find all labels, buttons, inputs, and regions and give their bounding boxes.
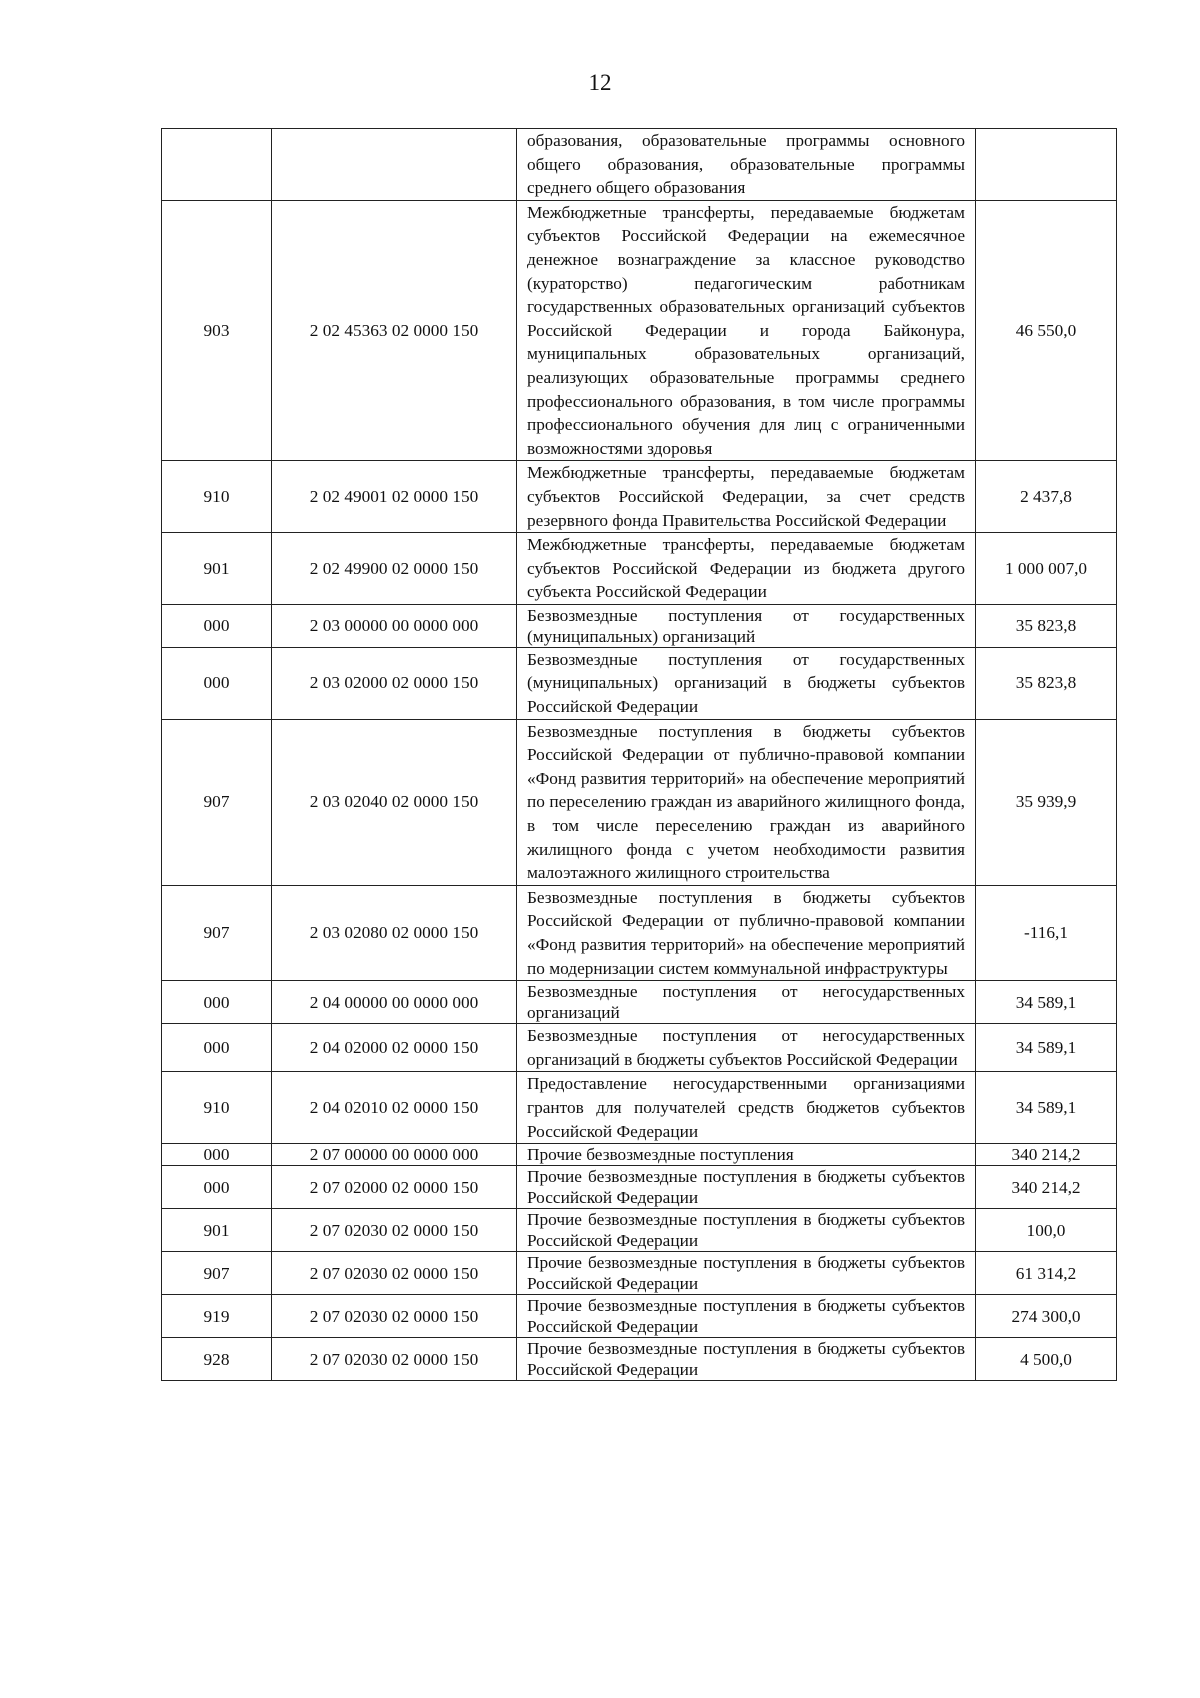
description-cell: Безвозмездные поступления от негосударственных организаций [517,981,976,1024]
table-row [162,129,1117,201]
kbk-code-cell: 2 07 02030 02 0000 150 [272,1338,517,1381]
amount-cell: 35 939,9 [976,719,1117,885]
amount-cell: 34 589,1 [976,1072,1117,1144]
amount-cell: 61 314,2 [976,1252,1117,1295]
description-cell: Прочие безвозмездные поступления [517,1144,976,1166]
kbk-code-cell: 2 03 02000 02 0000 150 [272,647,517,719]
table-row [162,1072,1117,1144]
table-row [162,719,1117,885]
description-cell: образования, образовательные программы основного общего образования, образовательные программы среднего общего образования [517,129,976,201]
table-row [162,604,1117,647]
amount-cell: 34 589,1 [976,1024,1117,1072]
description-cell: Безвозмездные поступления в бюджеты субъектов Российской Федерации от публично-правовой компании «Фонд развития территорий» на обеспечение мероприятий по модернизации систем коммунальной инфраструктуры [517,885,976,980]
admin-code-cell: 907 [162,885,272,980]
table-row [162,981,1117,1024]
kbk-code-cell: 2 04 00000 00 0000 000 [272,981,517,1024]
kbk-code-cell: 2 04 02010 02 0000 150 [272,1072,517,1144]
amount-cell: 340 214,2 [976,1166,1117,1209]
table-row [162,1024,1117,1072]
table-row [162,1338,1117,1381]
description-cell: Безвозмездные поступления от государственных (муниципальных) организаций в бюджеты субъектов Российской Федерации [517,647,976,719]
kbk-code-cell: 2 03 02040 02 0000 150 [272,719,517,885]
description-cell: Безвозмездные поступления в бюджеты субъектов Российской Федерации от публично-правовой компании «Фонд развития территорий» на обеспечение мероприятий по переселению граждан из аварийного жилищного фонда, в том числе переселению граждан из аварийного жилищного фонда с учетом необходимости развития малоэтажного жилищного строительства [517,719,976,885]
admin-code-cell: 907 [162,1252,272,1295]
description-cell: Безвозмездные поступления от негосударственных организаций в бюджеты субъектов Российской Федерации [517,1024,976,1072]
table-row [162,1209,1117,1252]
description-cell: Прочие безвозмездные поступления в бюджеты субъектов Российской Федерации [517,1338,976,1381]
table-row [162,1252,1117,1295]
kbk-code-cell [272,129,517,201]
amount-cell: 4 500,0 [976,1338,1117,1381]
amount-cell: 34 589,1 [976,981,1117,1024]
kbk-code-cell: 2 03 02080 02 0000 150 [272,885,517,980]
amount-cell: 340 214,2 [976,1144,1117,1166]
table-row [162,1166,1117,1209]
amount-cell: 35 823,8 [976,604,1117,647]
admin-code-cell: 000 [162,1024,272,1072]
admin-code-cell: 910 [162,1072,272,1144]
admin-code-cell [162,129,272,201]
description-cell: Прочие безвозмездные поступления в бюджеты субъектов Российской Федерации [517,1166,976,1209]
admin-code-cell: 000 [162,1166,272,1209]
amount-cell: 35 823,8 [976,647,1117,719]
amount-cell: 274 300,0 [976,1295,1117,1338]
admin-code-cell: 901 [162,1209,272,1252]
table-row [162,1144,1117,1166]
kbk-code-cell: 2 07 02030 02 0000 150 [272,1295,517,1338]
description-cell: Безвозмездные поступления от государственных (муниципальных) организаций [517,604,976,647]
table-row [162,200,1117,461]
admin-code-cell: 000 [162,981,272,1024]
kbk-code-cell: 2 04 02000 02 0000 150 [272,1024,517,1072]
kbk-code-cell: 2 02 49001 02 0000 150 [272,461,517,533]
description-cell: Прочие безвозмездные поступления в бюджеты субъектов Российской Федерации [517,1295,976,1338]
table-row [162,647,1117,719]
kbk-code-cell: 2 07 02030 02 0000 150 [272,1252,517,1295]
amount-cell: 46 550,0 [976,200,1117,461]
page-number: 12 [588,70,612,95]
kbk-code-cell: 2 03 00000 00 0000 000 [272,604,517,647]
description-cell: Прочие безвозмездные поступления в бюджеты субъектов Российской Федерации [517,1209,976,1252]
budget-table [161,128,1117,1381]
description-cell: Межбюджетные трансферты, передаваемые бюджетам субъектов Российской Федерации, за счет средств резервного фонда Правительства Российской Федерации [517,461,976,533]
kbk-code-cell: 2 07 02030 02 0000 150 [272,1209,517,1252]
amount-cell: 100,0 [976,1209,1117,1252]
kbk-code-cell: 2 02 49900 02 0000 150 [272,533,517,605]
kbk-code-cell: 2 02 45363 02 0000 150 [272,200,517,461]
admin-code-cell: 000 [162,604,272,647]
table-body [162,129,1117,1381]
admin-code-cell: 910 [162,461,272,533]
table-row [162,533,1117,605]
amount-cell: 1 000 007,0 [976,533,1117,605]
admin-code-cell: 928 [162,1338,272,1381]
admin-code-cell: 919 [162,1295,272,1338]
admin-code-cell: 901 [162,533,272,605]
admin-code-cell: 903 [162,200,272,461]
amount-cell [976,129,1117,201]
table-row [162,1295,1117,1338]
description-cell: Предоставление негосударственными организациями грантов для получателей средств бюджетов субъектов Российской Федерации [517,1072,976,1144]
table-row [162,461,1117,533]
admin-code-cell: 000 [162,647,272,719]
admin-code-cell: 907 [162,719,272,885]
amount-cell: 2 437,8 [976,461,1117,533]
kbk-code-cell: 2 07 02000 02 0000 150 [272,1166,517,1209]
table-row [162,885,1117,980]
kbk-code-cell: 2 07 00000 00 0000 000 [272,1144,517,1166]
amount-cell: -116,1 [976,885,1117,980]
description-cell: Межбюджетные трансферты, передаваемые бюджетам субъектов Российской Федерации на ежемесячное денежное вознаграждение за классное руководство (кураторство) педагогическим работникам государственных образовательных организаций субъектов Российской Федерации и города Байконура, муниципальных образовательных организаций, реализующих образовательные программы среднего профессионального образования, в том числе программы профессионального обучения для лиц с ограниченными возможностями здоровья [517,200,976,461]
admin-code-cell: 000 [162,1144,272,1166]
description-cell: Межбюджетные трансферты, передаваемые бюджетам субъектов Российской Федерации из бюджета другого субъекта Российской Федерации [517,533,976,605]
description-cell: Прочие безвозмездные поступления в бюджеты субъектов Российской Федерации [517,1252,976,1295]
